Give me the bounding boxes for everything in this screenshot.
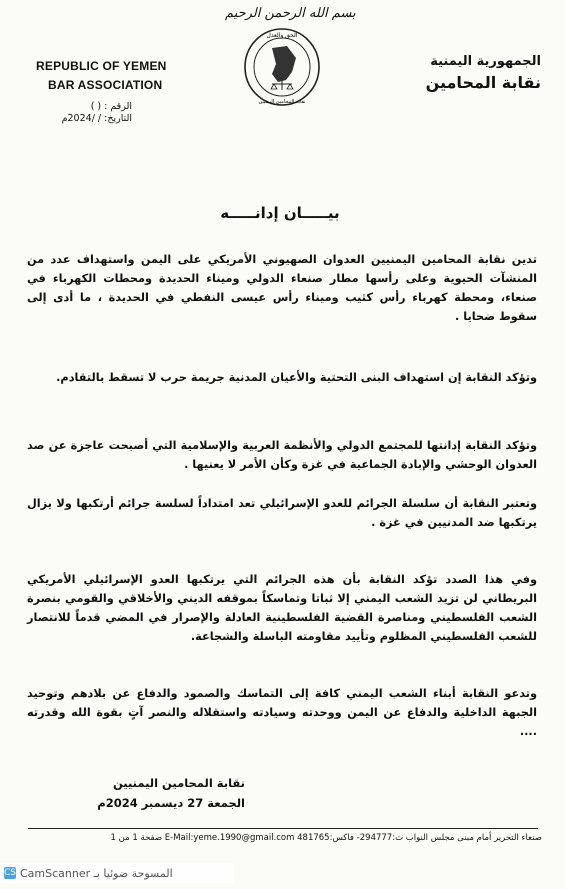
footer-divider [28,828,538,829]
camscanner-logo-icon: CS [4,868,16,878]
basmala: بسم الله الرحمن الرحيم [225,6,356,21]
ar-association: نقابة المحامين [425,73,541,92]
arabic-header [426,54,541,92]
statement-title: بيـــــان إدانـــــه [220,204,340,222]
english-header [36,57,167,95]
en-association: BAR ASSOCIATION [48,78,163,92]
watermark-text: CamScanner المسوحة ضوئيا بـ [20,866,173,880]
ar-country: الجمهورية اليمنية [430,54,541,69]
paragraph-4: وتعتبر النقابة أن سلسلة الجرائم للعدو الإسرائيلي تعد امتداداً لسلسة جرائم أرتكبها ولا يزال يرتكبها ضد المدنيين في غزة . [27,497,537,529]
reference-fields [52,101,132,125]
bar-association-seal [242,26,322,108]
seal-bottom-text: نقابة المحامين اليمنيين [258,99,306,105]
paragraph-3: وتؤكد النقابة إدانتها للمجتمع الدولي والأنظمة العربية والإسلامية التي أصبحت عاجزة عن صد العدوان الوحشي والإبادة الجماعية في غزة وكأن الأمر لا يعنيها . [27,439,537,471]
paragraph-2: وتؤكد النقابة إن استهداف البنى التحتية والأعيان المدنية جريمة حرب لا تسقط بالتقادم. [56,371,537,384]
signature-block [97,773,245,813]
footer-contact: صنعاء التحرير أمام مبنى مجلس النواب ت:294777- فاكس:481765 E-Mail:yeme.1990@gmail.com صفحة 1 من 1 [110,833,542,843]
seal-top-text: الحق والعدل [266,32,298,39]
paragraph-6: وتدعو النقابة أبناء الشعب اليمني كافة إلى التماسك والصمود والدفاع عن بلادهم وتوحيد الجبهة الداخلية والدفاع عن اليمن ووحدته وسيادته واستقلاله والنصر آتٍ بقوة الله وقدرته .... [27,687,537,738]
ref-date: التاريخ: / /2024م [61,113,132,124]
signature-org: نقابة المحامين اليمنيين [112,776,245,790]
paragraph-5: وفي هذا الصدد تؤكد النقابة بأن هذه الجرائم التي يرتكبها العدو الإسرائيلي الأمريكي البريطاني لن تزيد الشعب اليمني إلا ثباتا وتماسكاً بموقفه الديني والأخلاقي والقومي بنصرة الشعب الفلسطيني ومناصرة القضية الفلسطينية العادلة والإصرار في المضي قدماً للانتصار للشعب الفلسطيني المظلوم وتأييد مقاومته الباسلة والشجاعة. [27,573,537,643]
paragraph-1: تدين نقابة المحامين اليمنيين العدوان الصهيوني الأمريكي على اليمن واستهداف عدد من المنشآت الحيوية وعلى رأسها مطار صنعاء الدولي وميناء الحديدة ومحطات الكهرباء في صنعاء، ومحطة كهرباء رأس كثيب وميناء رأس عيسى النفطي في الحديدة ، ما أدى إلى سقوط ضحايا . [27,253,537,323]
ref-number: الرقم : ( ) [90,101,132,112]
en-country: REPUBLIC OF YEMEN [36,59,167,73]
camscanner-watermark [0,863,234,883]
signature-date: الجمعة 27 ديسمبر 2024م [97,796,245,810]
